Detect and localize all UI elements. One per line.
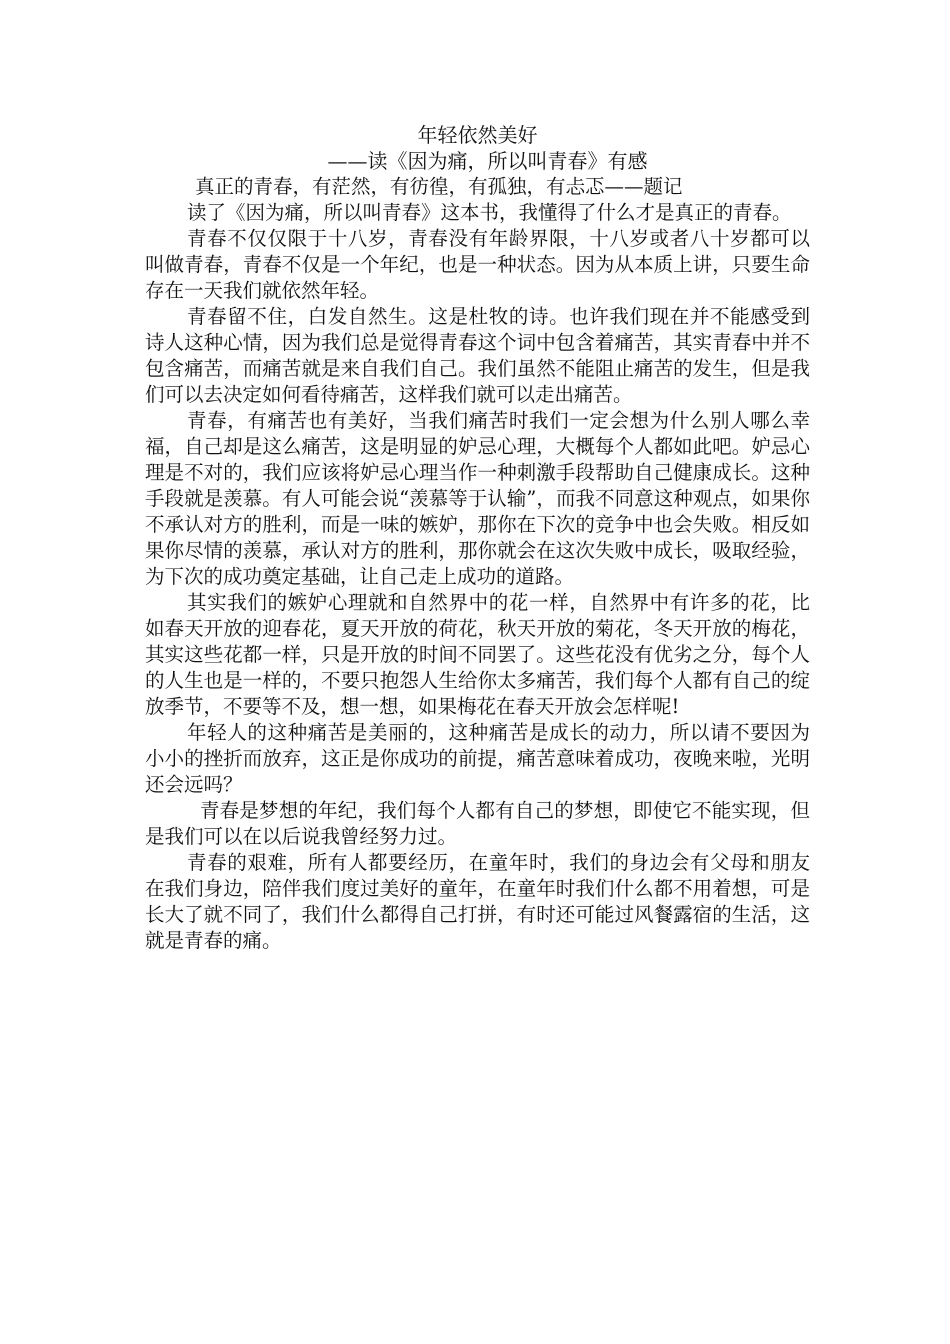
- document-subtitle: ——读《因为痛，所以叫青春》有感: [327, 149, 648, 173]
- document-title: 年轻依然美好: [417, 123, 538, 147]
- paragraph-5: 其实我们的嫉妒心理就和自然界中的花一样，自然界中有许多的花，比如春天开放的迎春花，夏天开放的荷花，秋天开放的菊花，冬天开放的梅花，其实这些花都一样，只是开放的时间不同罢了。这些花没有优劣之分，每个人的人生也是一样的，不要只抱怨人生给你太多痛苦，我们每个人都有自己的绽放季节，不要等不及，想一想，如果梅花在春天开放会怎样呢!: [145, 591, 810, 718]
- paragraph-6: 年轻人的这种痛苦是美丽的，这种痛苦是成长的动力，所以请不要因为小小的挫折而放弃，这正是你成功的前提，痛苦意味着成功，夜晚来啦，光明还会远吗？: [145, 721, 810, 796]
- paragraph-3: 青春留不住，白发自然生。这是杜牧的诗。也许我们现在并不能感受到诗人这种心情，因为我们总是觉得青春这个词中包含着痛苦，其实青春中并不包含痛苦，而痛苦就是来自我们自己。我们虽然不能阻止痛苦的发生，但是我们可以去决定如何看待痛苦，这样我们就可以走出痛苦。: [145, 305, 810, 406]
- paragraph-4: 青春，有痛苦也有美好，当我们痛苦时我们一定会想为什么别人哪么幸福，自己却是这么痛苦，这是明显的妒忌心理，大概每个人都如此吧。妒忌心理是不对的，我们应该将妒忌心理当作一种刺激手段帮助自己健康成长。这种手段就是羡慕。有人可能会说“羡慕等于认输”，而我不同意这种观点，如果你不承认对方的胜利，而是一味的嫉妒，那你在下次的竞争中也会失败。相反如果你尽情的羡慕，承认对方的胜利，那你就会在这次失败中成长，吸取经验，为下次的成功奠定基础，让自己走上成功的道路。: [145, 409, 810, 588]
- document-body: [145, 122, 810, 954]
- epigraph: 真正的青春，有茫然，有彷徨，有孤独，有忐忑——题记: [195, 175, 683, 198]
- paragraph-1: 读了《因为痛，所以叫青春》这本书，我懂得了什么才是真正的青春。: [187, 201, 792, 224]
- paragraph-7: 青春是梦想的年纪，我们每个人都有自己的梦想，即使它不能实现，但是我们可以在以后说我曾经努力过。: [145, 799, 810, 848]
- paragraph-2: 青春不仅仅限于十八岁，青春没有年龄界限，十八岁或者八十岁都可以叫做青春，青春不仅是一个年纪，也是一种状态。因为从本质上讲，只要生命存在一天我们就依然年轻。: [145, 227, 810, 302]
- paragraph-8: 青春的艰难，所有人都要经历，在童年时，我们的身边会有父母和朋友在我们身边，陪伴我们度过美好的童年，在童年时我们什么都不用着想，可是长大了就不同了，我们什么都得自己打拼，有时还可能过风餐露宿的生活，这就是青春的痛。: [145, 851, 810, 952]
